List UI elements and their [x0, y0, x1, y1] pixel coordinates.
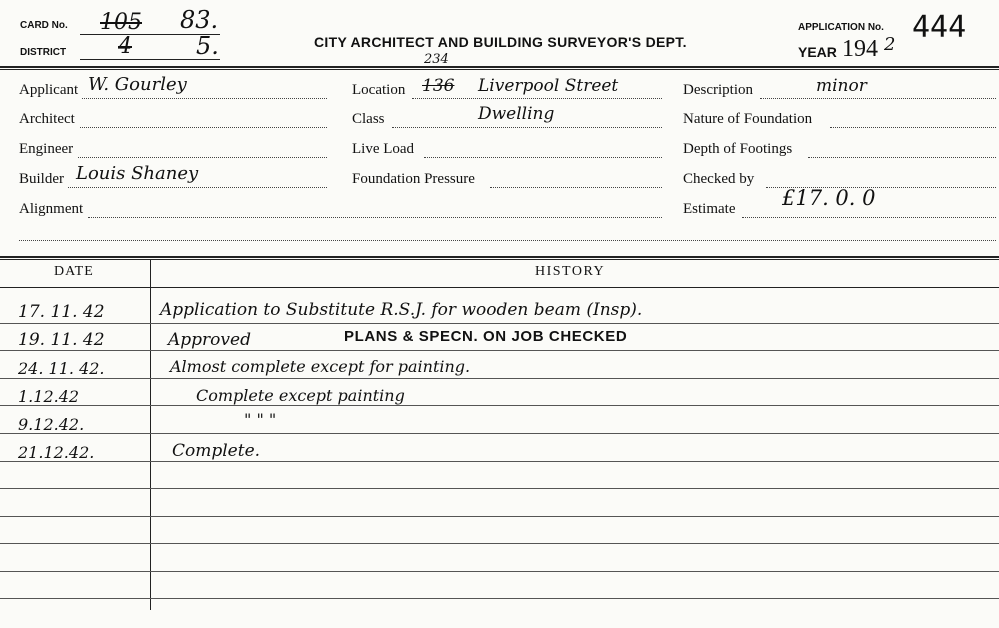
- year-label: YEAR: [798, 44, 837, 60]
- blank-dotline-1: [19, 240, 996, 241]
- engineer-label: Engineer: [19, 141, 74, 157]
- history-row-date: 19. 11. 42: [18, 330, 105, 350]
- history-row-entry: Application to Substitute R.S.J. for wooden beam (Insp).: [160, 300, 643, 320]
- architect-label: Architect: [19, 111, 75, 127]
- card-no-struck: 105: [100, 10, 142, 35]
- history-row-date: 1.12.42: [18, 387, 80, 406]
- location-value: Liverpool Street: [478, 76, 619, 96]
- applicant-value: W. Gourley: [88, 74, 187, 95]
- applicant-dotline: [82, 98, 327, 99]
- table-ruled-line: [0, 433, 999, 434]
- table-ruled-line: [0, 461, 999, 462]
- history-row-date: 17. 11. 42: [18, 302, 105, 322]
- nature-of-foundation-dotline: [830, 127, 996, 128]
- history-row-entry: Complete except painting: [196, 386, 405, 405]
- year-value: 194: [842, 36, 878, 62]
- applicant-label: Applicant: [19, 82, 79, 98]
- year-suffix: 2: [884, 34, 896, 55]
- engineer-dotline: [78, 157, 327, 158]
- history-row-entry: Approved: [168, 330, 251, 350]
- table-ruled-line: [0, 350, 999, 351]
- builder-dotline: [68, 187, 327, 188]
- location-number-above: 234: [424, 52, 449, 67]
- district-underline: [80, 59, 220, 60]
- table-ruled-line: [0, 516, 999, 517]
- history-row-entry: Complete.: [172, 441, 261, 461]
- live-load-dotline: [424, 157, 662, 158]
- history-column-header: HISTORY: [535, 264, 606, 279]
- location-dotline: [412, 98, 662, 99]
- nature-of-foundation-label: Nature of Foundation: [683, 111, 813, 127]
- location-label: Location: [352, 82, 406, 98]
- history-row-entry: " " ": [244, 410, 277, 429]
- architect-dotline: [80, 127, 327, 128]
- checked-by-label: Checked by: [683, 171, 755, 187]
- district-label: DISTRICT: [20, 47, 67, 58]
- table-ruled-line: [0, 488, 999, 489]
- class-dotline: [392, 127, 662, 128]
- class-label: Class: [352, 111, 385, 127]
- depth-of-footings-label: Depth of Footings: [683, 141, 793, 157]
- builder-value: Louis Shaney: [76, 163, 199, 184]
- table-ruled-line: [0, 405, 999, 406]
- foundation-pressure-label: Foundation Pressure: [352, 171, 475, 187]
- history-row-entry: Almost complete except for painting.: [170, 357, 471, 376]
- estimate-value: £17. 0. 0: [782, 186, 876, 210]
- history-rule-top: [0, 256, 999, 258]
- live-load-label: Live Load: [352, 141, 415, 157]
- depth-of-footings-dotline: [808, 157, 996, 158]
- estimate-dotline: [742, 217, 996, 218]
- district-value: 5.: [196, 32, 219, 60]
- card-no-value: 83.: [180, 6, 219, 34]
- table-ruled-line: [0, 571, 999, 572]
- department-title: CITY ARCHITECT AND BUILDING SURVEYOR'S DEPT.: [314, 34, 687, 50]
- header-rule-bottom: [0, 69, 999, 70]
- class-value: Dwelling: [478, 104, 555, 124]
- inspection-stamp: PLANS & SPECN. ON JOB CHECKED: [344, 328, 628, 345]
- card-no-label: CARD No.: [20, 20, 68, 31]
- header-rule-top: [0, 66, 999, 68]
- application-no-label: APPLICATION No.: [798, 22, 884, 33]
- history-row-date: 21.12.42.: [18, 443, 95, 462]
- alignment-label: Alignment: [19, 201, 84, 217]
- description-value: minor: [816, 76, 867, 96]
- table-ruled-line: [0, 598, 999, 599]
- application-no-value: 444: [912, 10, 967, 45]
- foundation-pressure-dotline: [490, 187, 662, 188]
- table-ruled-line: [0, 323, 999, 324]
- table-ruled-line: [0, 543, 999, 544]
- table-ruled-line: [0, 378, 999, 379]
- district-struck: 4: [118, 34, 132, 59]
- estimate-label: Estimate: [683, 201, 736, 217]
- date-column-header: DATE: [54, 264, 94, 279]
- alignment-dotline: [88, 217, 662, 218]
- history-row-date: 9.12.42.: [18, 415, 85, 434]
- description-label: Description: [683, 82, 753, 98]
- date-column-divider: [150, 260, 151, 610]
- builder-label: Builder: [19, 171, 64, 187]
- description-dotline: [760, 98, 996, 99]
- location-number-struck: 136: [422, 76, 455, 96]
- history-row-date: 24. 11. 42.: [18, 359, 105, 378]
